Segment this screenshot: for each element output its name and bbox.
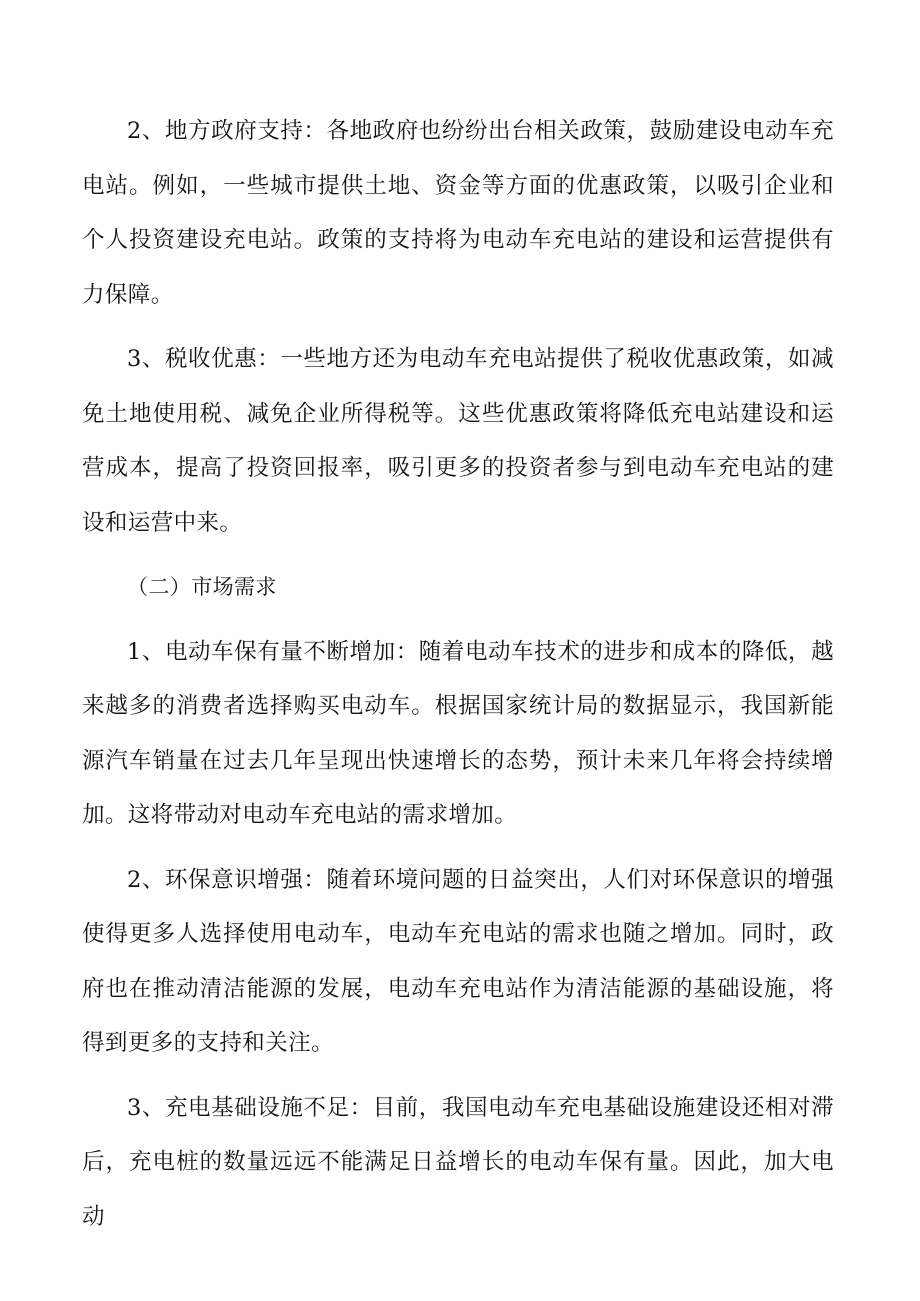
paragraph-local-government-support: 2、地方政府支持：各地政府也纷纷出台相关政策，鼓励建设电动车充电站。例如，一些城市提供土地、资金等方面的优惠政策，以吸引企业和个人投资建设充电站。政策的支持将为电动车充电站的建设和运营提供有力保障。: [82, 118, 834, 308]
paragraph-environmental-awareness: 2、环保意识增强：随着环境问题的日益突出，人们对环保意识的增强使得更多人选择使用电动车，电动车充电站的需求也随之增加。同时，政府也在推动清洁能源的发展，电动车充电站作为清洁能源的基础设施，将得到更多的支持和关注。: [82, 866, 834, 1056]
paragraph-tax-incentives: 3、税收优惠：一些地方还为电动车充电站提供了税收优惠政策，如减免土地使用税、减免企业所得税等。这些优惠政策将降低充电站建设和运营成本，提高了投资回报率，吸引更多的投资者参与到电动车充电站的建设和运营中来。: [82, 346, 834, 536]
paragraph-insufficient-infrastructure: 3、充电基础设施不足：目前，我国电动车充电基础设施建设还相对滞后，充电桩的数量远远不能满足日益增长的电动车保有量。因此，加大电动: [82, 1094, 834, 1230]
paragraph-ev-ownership-growth: 1、电动车保有量不断增加：随着电动车技术的进步和成本的降低，越来越多的消费者选择购买电动车。根据国家统计局的数据显示，我国新能源汽车销量在过去几年呈现出快速增长的态势，预计未来几年将会持续增加。这将带动对电动车充电站的需求增加。: [82, 638, 834, 828]
document-body: [82, 104, 834, 1254]
section-heading-market-demand: （二）市场需求: [127, 575, 277, 599]
